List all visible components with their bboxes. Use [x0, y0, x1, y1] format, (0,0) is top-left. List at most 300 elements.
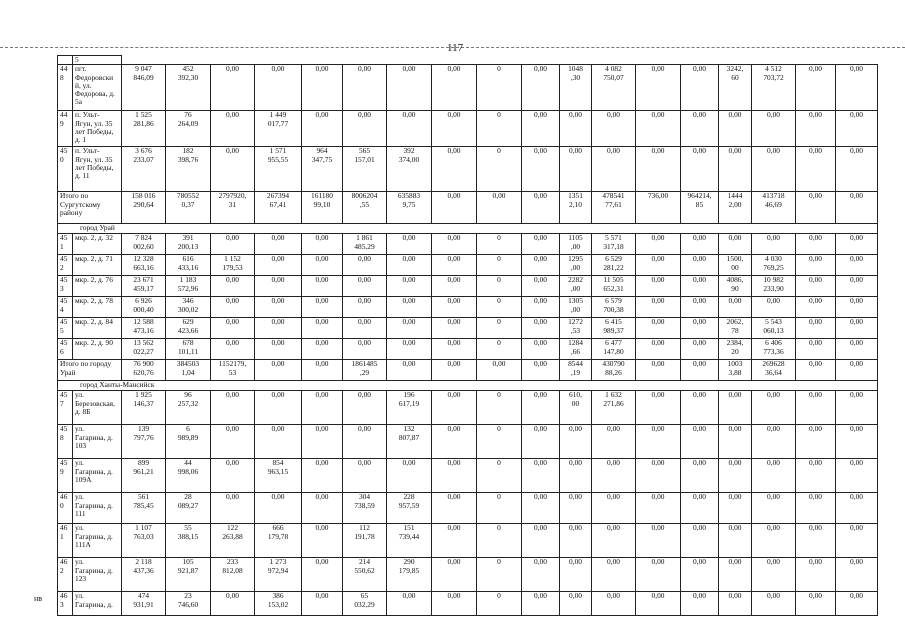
address-cell: п. Ульт- Ягун, ул. 35 лет Победы, д. 1 [73, 111, 122, 147]
total-row [58, 360, 878, 381]
value-cell: 0,00 [836, 276, 878, 297]
value-cell: 0,00 [592, 147, 636, 192]
value-cell: 0,00 [522, 339, 560, 360]
total-value-cell: 430790 88,26 [592, 360, 636, 381]
value-cell: 0,00 [796, 255, 836, 276]
value-cell: 0,00 [560, 459, 592, 493]
value-cell: 0,00 [211, 65, 255, 111]
value-cell: 4 512 703,72 [752, 65, 796, 111]
value-cell: 0,00 [255, 391, 302, 425]
total-value-cell: 413718 46,69 [752, 192, 796, 224]
value-cell: 0,00 [796, 493, 836, 524]
total-value-cell: 0,00 [432, 192, 477, 224]
value-cell: 0,00 [432, 65, 477, 111]
value-cell: 0,00 [836, 493, 878, 524]
value-cell: 0,00 [302, 318, 343, 339]
value-cell: 0,00 [522, 493, 560, 524]
value-cell: 1 925 146,37 [122, 391, 166, 425]
value-cell: 0,00 [255, 493, 302, 524]
value-cell: 214 550,62 [343, 558, 387, 592]
value-cell: 0,00 [302, 425, 343, 459]
row-number-cell: 45 6 [58, 339, 73, 360]
value-cell: 44 998,06 [166, 459, 211, 493]
row-number-cell: 45 4 [58, 297, 73, 318]
value-cell: 0,00 [636, 234, 681, 255]
address-cell: п. Ульт- Ягун, ул. 35 лет Победы, д. 11 [73, 147, 122, 192]
value-cell: 0 [477, 558, 522, 592]
value-cell: 0,00 [522, 234, 560, 255]
value-cell: 0,00 [560, 493, 592, 524]
value-cell: 0,00 [302, 592, 343, 616]
value-cell: 0,00 [681, 592, 719, 616]
page-number: 117 [447, 42, 464, 54]
value-cell: 0,00 [522, 459, 560, 493]
value-cell: 0 [477, 65, 522, 111]
value-cell: 132 807,87 [387, 425, 432, 459]
value-cell: 0,00 [343, 65, 387, 111]
total-value-cell: 0,00 [796, 192, 836, 224]
value-cell: 0 [477, 276, 522, 297]
table-row [58, 297, 878, 318]
value-cell: 0,00 [522, 65, 560, 111]
value-cell: 3 676 233,07 [122, 147, 166, 192]
value-cell: 0,00 [836, 65, 878, 111]
value-cell: 0,00 [387, 65, 432, 111]
value-cell: 0,00 [592, 524, 636, 558]
value-cell: 0,00 [681, 459, 719, 493]
section-header-row [58, 381, 878, 391]
value-cell: 0,00 [302, 111, 343, 147]
value-cell: 0,00 [719, 558, 752, 592]
row-number-cell: 45 7 [58, 391, 73, 425]
value-cell: 0,00 [836, 339, 878, 360]
address-cell: мкр. 2, д. 84 [73, 318, 122, 339]
table-row [58, 459, 878, 493]
value-cell: 0,00 [681, 147, 719, 192]
value-cell: 0,00 [387, 592, 432, 616]
value-cell: 0 [477, 524, 522, 558]
total-value-cell: 269628 36,64 [752, 360, 796, 381]
address-cell: ул. Гагарина, д. [73, 592, 122, 616]
value-cell: 0,00 [387, 276, 432, 297]
value-cell: 0,00 [387, 111, 432, 147]
row-number-cell: 45 3 [58, 276, 73, 297]
value-cell: 65 032,29 [343, 592, 387, 616]
value-cell: 1 525 281,86 [122, 111, 166, 147]
value-cell: 0,00 [719, 297, 752, 318]
table-row [58, 234, 878, 255]
value-cell: 0,00 [752, 111, 796, 147]
value-cell: 0,00 [302, 493, 343, 524]
value-cell: 304 738,59 [343, 493, 387, 524]
value-cell: 0,00 [522, 524, 560, 558]
value-cell: 0,00 [636, 111, 681, 147]
table-row [58, 318, 878, 339]
value-cell: 96 257,32 [166, 391, 211, 425]
table-row [58, 339, 878, 360]
section-header-row [58, 224, 878, 234]
value-cell: 0 [477, 255, 522, 276]
total-value-cell: 267394 67,41 [255, 192, 302, 224]
value-cell: 0,00 [387, 234, 432, 255]
value-cell: 0,00 [796, 111, 836, 147]
value-cell: 0,00 [836, 391, 878, 425]
value-cell: 1 152 179,53 [211, 255, 255, 276]
value-cell: 0,00 [796, 558, 836, 592]
value-cell: 1284 ,66 [560, 339, 592, 360]
value-cell: 28 089,27 [166, 493, 211, 524]
value-cell: 610, 00 [560, 391, 592, 425]
value-cell: 0 [477, 318, 522, 339]
total-value-cell: 2797920, 31 [211, 192, 255, 224]
value-cell: 228 957,59 [387, 493, 432, 524]
value-cell: 0,00 [836, 318, 878, 339]
value-cell: 0,00 [752, 391, 796, 425]
value-cell: 0,00 [343, 318, 387, 339]
value-cell: 0,00 [636, 297, 681, 318]
value-cell: 2384, 20 [719, 339, 752, 360]
value-cell: 0,00 [796, 318, 836, 339]
value-cell: 0 [477, 391, 522, 425]
address-cell: мкр. 2, д. 76 [73, 276, 122, 297]
value-cell: 1 449 017,77 [255, 111, 302, 147]
value-cell: 10 982 233,90 [752, 276, 796, 297]
value-cell: 0,00 [255, 65, 302, 111]
value-cell: 0,00 [302, 558, 343, 592]
total-value-cell: 1003 3,88 [719, 360, 752, 381]
value-cell: 0,00 [636, 425, 681, 459]
value-cell: 0,00 [836, 147, 878, 192]
value-cell: 0 [477, 297, 522, 318]
value-cell: 0,00 [522, 147, 560, 192]
table-row [58, 65, 878, 111]
row-number-cell: 45 8 [58, 425, 73, 459]
value-cell: 0,00 [387, 297, 432, 318]
value-cell: 0,00 [522, 391, 560, 425]
value-cell: 0,00 [302, 276, 343, 297]
value-cell: 1 571 955,55 [255, 147, 302, 192]
value-cell: 0,00 [636, 65, 681, 111]
address-cell: ул. Гагарина, д. 111 [73, 493, 122, 524]
value-cell: 616 433,16 [166, 255, 211, 276]
value-cell: 13 562 022,27 [122, 339, 166, 360]
value-cell: 0,00 [343, 276, 387, 297]
total-value-cell: 0,00 [387, 360, 432, 381]
total-value-cell: 1351 2,10 [560, 192, 592, 224]
value-cell: 0 [477, 147, 522, 192]
value-cell: 561 785,45 [122, 493, 166, 524]
table-row [58, 111, 878, 147]
total-value-cell: 0,00 [477, 192, 522, 224]
total-value-cell: 478541 77,61 [592, 192, 636, 224]
value-cell: 629 423,66 [166, 318, 211, 339]
value-cell: 0,00 [719, 147, 752, 192]
value-cell: 0,00 [302, 391, 343, 425]
value-cell: 0,00 [343, 255, 387, 276]
value-cell: 1 861 485,29 [343, 234, 387, 255]
address-cell: ул. Гагарина, д. 103 [73, 425, 122, 459]
total-label: Итого по городу Урай [58, 360, 122, 381]
value-cell: 0,00 [255, 255, 302, 276]
value-cell: 0 [477, 111, 522, 147]
total-value-cell: 0,00 [636, 360, 681, 381]
total-value-cell: 0,00 [522, 192, 560, 224]
row-number-cell: 45 2 [58, 255, 73, 276]
value-cell: 1500, 00 [719, 255, 752, 276]
value-cell: 0 [477, 234, 522, 255]
value-cell: 0,00 [681, 493, 719, 524]
value-cell: 0,00 [681, 297, 719, 318]
value-cell: 565 157,01 [343, 147, 387, 192]
value-cell: 0,00 [719, 391, 752, 425]
value-cell: 1 273 972,94 [255, 558, 302, 592]
value-cell: 0,00 [592, 592, 636, 616]
total-value-cell: 635883 9,75 [387, 192, 432, 224]
value-cell: 23 746,60 [166, 592, 211, 616]
total-value-cell: 76 900 620,76 [122, 360, 166, 381]
value-cell: 0,00 [681, 524, 719, 558]
total-value-cell: 384503 1,04 [166, 360, 211, 381]
value-cell: 0,00 [432, 255, 477, 276]
value-cell: 0,00 [719, 459, 752, 493]
value-cell: 0 [477, 493, 522, 524]
value-cell: 0,00 [255, 234, 302, 255]
value-cell: 0,00 [752, 558, 796, 592]
value-cell: 0,00 [522, 111, 560, 147]
value-cell: 151 739,44 [387, 524, 432, 558]
value-cell: 0,00 [719, 493, 752, 524]
row-number-cell: 46 0 [58, 493, 73, 524]
total-value-cell: 736,00 [636, 192, 681, 224]
value-cell: 0,00 [752, 297, 796, 318]
value-cell: 6 989,89 [166, 425, 211, 459]
table-row [58, 524, 878, 558]
value-cell: 0,00 [796, 524, 836, 558]
value-cell: 2062, 78 [719, 318, 752, 339]
value-cell: 1 183 572,96 [166, 276, 211, 297]
value-cell: 0,00 [343, 391, 387, 425]
table-head-rest [122, 56, 878, 65]
value-cell: 964 347,75 [302, 147, 343, 192]
total-value-cell: 0,00 [522, 360, 560, 381]
value-cell: 0,00 [387, 318, 432, 339]
value-cell: 1272 ,53 [560, 318, 592, 339]
total-value-cell: 0,00 [432, 360, 477, 381]
value-cell: 0,00 [387, 255, 432, 276]
value-cell: 0,00 [560, 558, 592, 592]
value-cell: 666 179,78 [255, 524, 302, 558]
value-cell: 386 153,02 [255, 592, 302, 616]
value-cell: 0,00 [681, 558, 719, 592]
value-cell: 139 797,76 [122, 425, 166, 459]
value-cell: 0,00 [592, 558, 636, 592]
value-cell: 1295 ,00 [560, 255, 592, 276]
value-cell: 6 926 000,40 [122, 297, 166, 318]
value-cell: 182 398,76 [166, 147, 211, 192]
value-cell: 0,00 [211, 391, 255, 425]
value-cell: 7 824 002,60 [122, 234, 166, 255]
total-value-cell: 0,00 [255, 360, 302, 381]
value-cell: 12 588 473,16 [122, 318, 166, 339]
value-cell: 1 107 763,03 [122, 524, 166, 558]
value-cell: 0,00 [302, 459, 343, 493]
value-cell: 392 374,00 [387, 147, 432, 192]
value-cell: 0,00 [836, 234, 878, 255]
address-cell: мкр. 2, д. 71 [73, 255, 122, 276]
value-cell: 0,00 [560, 147, 592, 192]
value-cell: 0,00 [681, 425, 719, 459]
value-cell: 0,00 [636, 255, 681, 276]
footer-mark: нв [34, 594, 43, 603]
value-cell: 0,00 [752, 234, 796, 255]
table-head-row [58, 56, 878, 65]
value-cell: 0,00 [432, 339, 477, 360]
value-cell: 0,00 [681, 255, 719, 276]
value-cell: 5 543 060,13 [752, 318, 796, 339]
value-cell: 0,00 [432, 558, 477, 592]
value-cell: 0,00 [752, 592, 796, 616]
table-row [58, 147, 878, 192]
value-cell: 0,00 [302, 255, 343, 276]
total-value-cell: 161180 99,10 [302, 192, 343, 224]
table-row [58, 391, 878, 425]
row-number-cell: 44 8 [58, 65, 73, 111]
value-cell: 0,00 [432, 425, 477, 459]
value-cell: 0,00 [302, 339, 343, 360]
value-cell: 105 921,87 [166, 558, 211, 592]
value-cell: 0,00 [302, 65, 343, 111]
value-cell: 391 200,13 [166, 234, 211, 255]
value-cell: 0,00 [522, 297, 560, 318]
value-cell: 0,00 [752, 459, 796, 493]
value-cell: 5 571 317,18 [592, 234, 636, 255]
value-cell: 0,00 [255, 276, 302, 297]
total-value-cell: 0,00 [836, 192, 878, 224]
value-cell: 0,00 [560, 425, 592, 459]
value-cell: 76 264,09 [166, 111, 211, 147]
row-number-cell: 45 5 [58, 318, 73, 339]
total-value-cell: 0,00 [796, 360, 836, 381]
value-cell: 0,00 [522, 425, 560, 459]
value-cell: 4086, 90 [719, 276, 752, 297]
row-number-cell: 45 1 [58, 234, 73, 255]
value-cell: 0,00 [211, 592, 255, 616]
value-cell: 0,00 [522, 255, 560, 276]
value-cell: 0,00 [636, 318, 681, 339]
row-number-cell: 46 2 [58, 558, 73, 592]
value-cell: 899 961,21 [122, 459, 166, 493]
value-cell: 1 632 271,86 [592, 391, 636, 425]
value-cell: 0,00 [302, 234, 343, 255]
total-value-cell: 0,00 [477, 360, 522, 381]
value-cell: 2 118 437,36 [122, 558, 166, 592]
value-cell: 0,00 [836, 111, 878, 147]
value-cell: 6 415 989,37 [592, 318, 636, 339]
value-cell: 0,00 [592, 425, 636, 459]
value-cell: 0,00 [592, 493, 636, 524]
value-cell: 0,00 [636, 147, 681, 192]
value-cell: 346 300,02 [166, 297, 211, 318]
total-value-cell: 1152179, 53 [211, 360, 255, 381]
row-number-cell: 44 9 [58, 111, 73, 147]
address-cell: мкр. 2, д. 90 [73, 339, 122, 360]
row-number-cell: 46 1 [58, 524, 73, 558]
value-cell: 0,00 [636, 276, 681, 297]
total-value-cell: 158 016 290,64 [122, 192, 166, 224]
value-cell: 0,00 [836, 255, 878, 276]
value-cell: 0,00 [211, 276, 255, 297]
value-cell: 0,00 [719, 592, 752, 616]
value-cell: 4 030 769,25 [752, 255, 796, 276]
section-title: город Урай [58, 224, 878, 234]
total-value-cell: 1444 2,00 [719, 192, 752, 224]
value-cell: 0,00 [211, 147, 255, 192]
value-cell: 0,00 [796, 339, 836, 360]
value-cell: 0,00 [681, 318, 719, 339]
value-cell: 0 [477, 339, 522, 360]
total-label: Итого по Сургутскому району [58, 192, 122, 224]
value-cell: 0,00 [796, 459, 836, 493]
value-cell: 6 477 147,80 [592, 339, 636, 360]
total-value-cell: 8006204 ,55 [343, 192, 387, 224]
value-cell: 0,00 [432, 592, 477, 616]
value-cell: 0,00 [432, 147, 477, 192]
total-value-cell: 964214, 85 [681, 192, 719, 224]
value-cell: 0,00 [211, 318, 255, 339]
value-cell: 0,00 [836, 425, 878, 459]
total-value-cell: 0,00 [681, 360, 719, 381]
address-cell: мкр. 2, д. 32 [73, 234, 122, 255]
value-cell: 0,00 [836, 592, 878, 616]
value-cell: 0,00 [796, 147, 836, 192]
value-cell: 0,00 [752, 425, 796, 459]
value-cell: 0,00 [560, 592, 592, 616]
value-cell: 0,00 [681, 339, 719, 360]
value-cell: 0,00 [211, 339, 255, 360]
table-head-spacer [58, 56, 73, 65]
value-cell: 12 328 663,16 [122, 255, 166, 276]
value-cell: 0,00 [836, 558, 878, 592]
value-cell: 0,00 [522, 318, 560, 339]
value-cell: 0,00 [796, 65, 836, 111]
total-value-cell: 1861485 ,29 [343, 360, 387, 381]
value-cell: 0,00 [211, 297, 255, 318]
value-cell: 0,00 [836, 459, 878, 493]
value-cell: 6 579 700,38 [592, 297, 636, 318]
value-cell: 4 082 750,07 [592, 65, 636, 111]
value-cell: 0,00 [432, 493, 477, 524]
value-cell: 0,00 [387, 459, 432, 493]
value-cell: 0,00 [211, 493, 255, 524]
value-cell: 0,00 [636, 558, 681, 592]
row-number-cell: 45 9 [58, 459, 73, 493]
value-cell: 0,00 [681, 65, 719, 111]
table-row [58, 425, 878, 459]
value-cell: 0,00 [343, 459, 387, 493]
value-cell: 0,00 [560, 524, 592, 558]
value-cell: 0,00 [719, 234, 752, 255]
value-cell: 55 388,15 [166, 524, 211, 558]
value-cell: 2282 ,00 [560, 276, 592, 297]
value-cell: 0,00 [255, 425, 302, 459]
value-cell: 0,00 [636, 592, 681, 616]
value-cell: 0,00 [796, 425, 836, 459]
value-cell: 0 [477, 425, 522, 459]
value-cell: 0,00 [560, 111, 592, 147]
value-cell: 0,00 [836, 524, 878, 558]
value-cell: 0,00 [796, 234, 836, 255]
section-title: город Ханты-Мансийск [58, 381, 878, 391]
